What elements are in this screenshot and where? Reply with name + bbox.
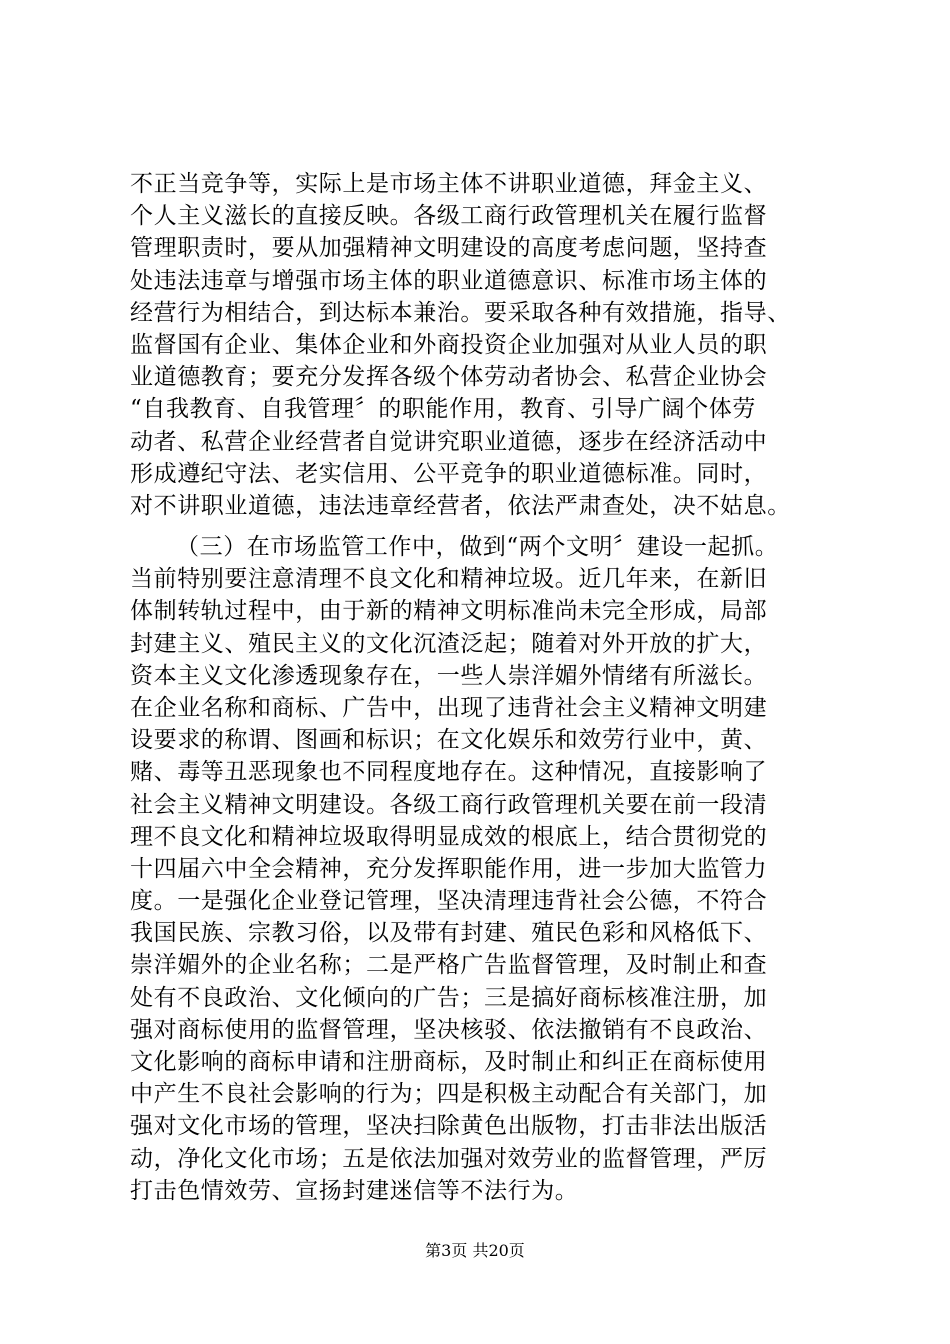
text-line: 处有不良政治、文化倾向的广告；三是搞好商标核准注册，加	[130, 984, 768, 1011]
text-line: 赌、毒等丑恶现象也不同程度地存在。这种情况，直接影响了	[130, 759, 768, 786]
text-line: 动，净化文化市场；五是依法加强对效劳业的监督管理，严厉	[130, 1145, 768, 1172]
text-line: 监督国有企业、集体企业和外商投资企业加强对从业人员的职	[130, 331, 768, 358]
text-line: “自我教育、自我管理〞的职能作用，教育、引导广阔个体劳	[130, 396, 756, 423]
text-line: 强对商标使用的监督管理，坚决核驳、依法撤销有不良政治、	[130, 1016, 768, 1043]
text-line: 十四届六中全会精神，充分发挥职能作用，进一步加大监管力	[130, 855, 768, 882]
text-line: 动者、私营企业经营者自觉讲究职业道德，逐步在经济活动中	[130, 428, 768, 455]
text-line: 形成遵纪守法、老实信用、公平竞争的职业道德标准。同时，	[130, 460, 768, 487]
text-line: 社会主义精神文明建设。各级工商行政管理机关要在前一段清	[130, 791, 768, 818]
text-line: 经营行为相结合，到达标本兼治。要采取各种有效措施，指导、	[130, 299, 791, 326]
text-line: 设要求的称谓、图画和标识；在文化娱乐和效劳行业中，黄、	[130, 727, 768, 754]
text-line: 度。一是强化企业登记管理，坚决清理违背社会公德，不符合	[130, 888, 768, 915]
text-line: 管理职责时，要从加强精神文明建设的高度考虑问题，坚持查	[130, 235, 768, 262]
text-line: 对不讲职业道德，违法违章经营者，依法严肃查处，决不姑息。	[130, 492, 791, 519]
text-line: 资本主义文化渗透现象存在，一些人崇洋媚外情绪有所滋长。	[130, 662, 768, 689]
text-line: 我国民族、宗教习俗，以及带有封建、殖民色彩和风格低下、	[130, 920, 768, 947]
text-line: 打击色情效劳、宣扬封建迷信等不法行为。	[130, 1177, 579, 1204]
paragraph-2	[130, 531, 830, 1207]
text-line: 个人主义滋长的直接反映。各级工商行政管理机关在履行监督	[130, 203, 768, 230]
text-line: 在企业名称和商标、广告中，出现了违背社会主义精神文明建	[130, 694, 768, 721]
paragraph-1	[130, 168, 830, 522]
text-line: 体制转轨过程中，由于新的精神文明标准尚未完全形成，局部	[130, 598, 768, 625]
text-line: 当前特别要注意清理不良文化和精神垃圾。近几年来，在新旧	[130, 566, 768, 593]
text-line: 中产生不良社会影响的行为；四是积极主动配合有关部门，加	[130, 1081, 768, 1108]
text-line: 不正当竞争等，实际上是市场主体不讲职业道德，拜金主义、	[130, 171, 768, 197]
text-line-indented: （三）在市场监管工作中，做到“两个文明〞建设一起抓。	[176, 534, 779, 560]
text-line: 崇洋媚外的企业名称；二是严格广告监督管理，及时制止和查	[130, 952, 768, 979]
text-line: 文化影响的商标申请和注册商标，及时制止和纠正在商标使用	[130, 1049, 768, 1075]
text-line: 处违法违章与增强市场主体的职业道德意识、标准市场主体的	[130, 267, 768, 294]
text-line: 封建主义、殖民主义的文化沉渣泛起；随着对外开放的扩大，	[130, 630, 768, 657]
page-number-label: 第3页 共20页	[425, 1241, 525, 1260]
page-footer	[0, 1240, 950, 1262]
text-line: 业道德教育；要充分发挥各级个体劳动者协会、私营企业协会	[130, 364, 768, 391]
text-line: 强对文化市场的管理，坚决扫除黄色出版物，打击非法出版活	[130, 1113, 768, 1140]
text-line: 理不良文化和精神垃圾取得明显成效的根底上，结合贯彻党的	[130, 823, 768, 850]
